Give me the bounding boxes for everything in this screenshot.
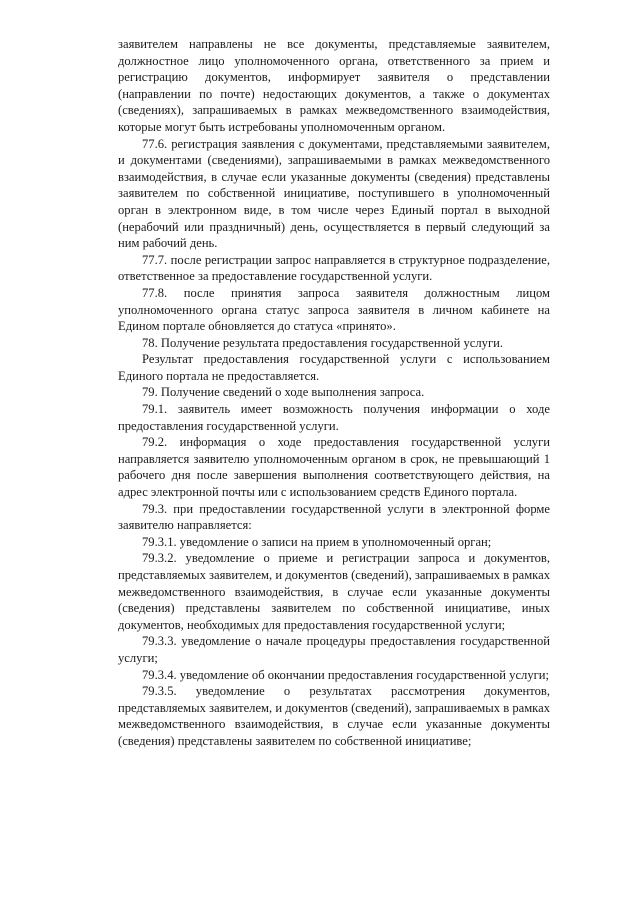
paragraph-79-3: 79.3. при предоставлении государственной услуги в электронной форме заявителю направляется: [118, 501, 550, 533]
paragraph-79-3-1: 79.3.1. уведомление о записи на прием в уполномоченный орган; [142, 534, 492, 549]
paragraph-77-7: 77.7. после регистрации запрос направляется в структурное подразделение, ответственное за предоставление государственной услуги. [118, 252, 550, 284]
paragraph-77-6: 77.6. регистрация заявления с документами, представляемыми заявителем, и документами (сведениями), запрашиваемыми в рамках межведомственного взаимодействия, в случае если указанные документы (сведения) представлены заявителем по собственной инициативе, поступившего в уполномоченный орган в электронном виде, в том числе через Единый портал в выходной (нерабочий или праздничный) день, осуществляется в первый следующий за ним рабочий день. [118, 136, 550, 251]
paragraph-79-3-4: 79.3.4. уведомление об окончании предоставления государственной услуги; [142, 667, 550, 682]
paragraph-79-3-3: 79.3.3. уведомление о начале процедуры предоставления государственной услуги; [118, 634, 550, 665]
document-body [118, 36, 550, 750]
paragraph-continuation: заявителем направлены не все документы, представляемые заявителем, должностное лицо уполномоченного органа, ответственного за прием и регистрацию документов, информирует заявителя о представлении (направлении по почте) недостающих документов, а также о документах (сведениях), запрашиваемых в рамках межведомственного взаимодействия, которые могут быть истребованы уполномоченным органом. [118, 37, 550, 134]
paragraph-78: 78. Получение результата предоставления государственной услуги. [142, 335, 504, 350]
paragraph-77-8: 77.8. после принятия запроса заявителя должностным лицом уполномоченного органа статус запроса заявителя в личном кабинете на Едином портале обновляется до статуса «принято». [118, 285, 550, 334]
paragraph-79-1: 79.1. заявитель имеет возможность получения информации о ходе предоставления государственной услуги. [118, 402, 550, 433]
paragraph-78-result: Результат предоставления государственной услуги с использованием Единого портала не предоставляется. [118, 352, 550, 383]
paragraph-79-3-5: 79.3.5. уведомление о результатах рассмотрения документов, представляемых заявителем, и документов (сведений), запрашиваемых в рамках межведомственного взаимодействия, в случае если указанные документы (сведения) представлены заявителем по собственной инициативе; [118, 684, 550, 748]
paragraph-79: 79. Получение сведений о ходе выполнения запроса. [142, 385, 425, 400]
paragraph-79-2: 79.2. информация о ходе предоставления государственной услуги направляется заявителю уполномоченным органом в срок, не превышающий 1 рабочего дня после завершения выполнения соответствующего действия, на адрес электронной почты или с использованием средств Единого портала. [118, 435, 550, 500]
paragraph-79-3-2: 79.3.2. уведомление о приеме и регистрации запроса и документов, представляемых заявителем, и документов (сведений), запрашиваемых в рамках межведомственного взаимодействия, в случае если указанные документы (сведения) представлены заявителем по собственной инициативе, иных документов, необходимых для предоставления государственной услуги; [118, 551, 550, 632]
